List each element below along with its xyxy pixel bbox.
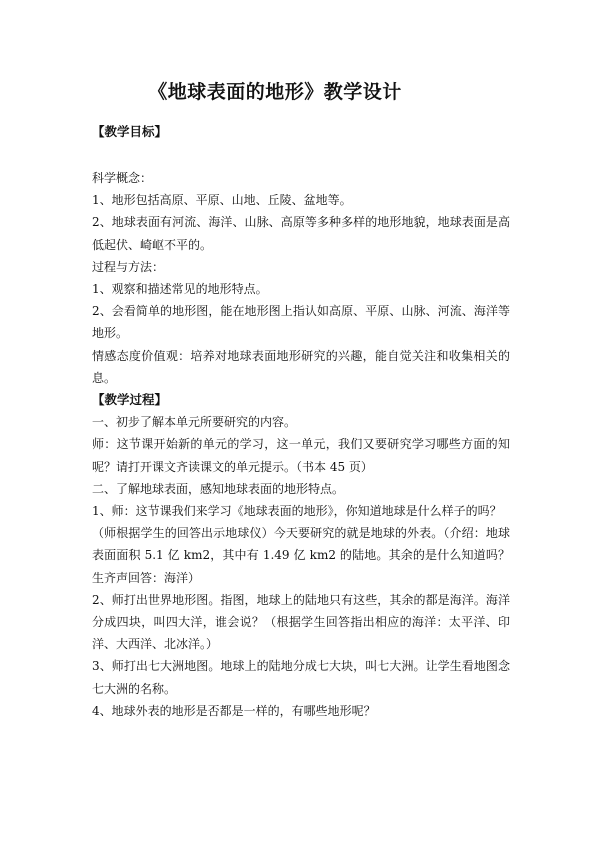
- text-line: 分成四块，叫四大洋，谁会说？（根据学生回答指出相应的海洋：太平洋、印: [92, 614, 510, 629]
- text-line: （师根据学生的回答出示地球仪）今天要研究的就是地球的外表。（介绍：地球: [92, 526, 510, 541]
- text-line: 低起伏、崎岖不平的。: [92, 237, 213, 252]
- text-line: 师：这节课开始新的单元的学习，这一单元，我们又要研究学习哪些方面的知: [92, 437, 510, 452]
- paragraph: [92, 589, 510, 656]
- text-line: 七大洲的名称。: [92, 681, 177, 696]
- paragraph: [92, 211, 510, 255]
- paragraph: [92, 189, 510, 211]
- section-heading: [92, 389, 510, 411]
- text-line: 二、了解地球表面，感知地球表面的地形特点。: [92, 481, 345, 496]
- text-line: 呢？请打开课文齐读课文的单元提示。（书本 45 页）: [92, 459, 373, 474]
- paragraph: [92, 411, 510, 433]
- text-line: 2、师打出世界地形图。指图，地球上的陆地只有这些，其余的都是海洋。海洋: [92, 592, 510, 607]
- text-line: 4、地球外表的地形是否都是一样的，有哪些地形呢？: [92, 703, 376, 718]
- paragraph: [92, 167, 510, 189]
- text-line: 洋、大西洋、北冰洋。）: [92, 637, 219, 652]
- paragraph: [92, 700, 510, 722]
- text-line: 2、会看简单的地形图，能在地形图上指认如高原、平原、山脉、河流、海洋等: [92, 304, 510, 319]
- paragraph: [92, 433, 510, 477]
- text-line: 2、地球表面有河流、海洋、山脉、高原等多种多样的地形地貌，地球表面是高: [92, 215, 510, 230]
- paragraph: [92, 655, 510, 699]
- text-line: 1、地形包括高原、平原、山地、丘陵、盆地等。: [92, 193, 352, 208]
- document-title: 《地球表面的地形》教学设计: [148, 81, 402, 103]
- text-line: 【教学过程】: [92, 391, 168, 407]
- text-line: 情感态度价值观：培养对地球表面地形研究的兴趣，能自觉关注和收集相关的: [92, 348, 510, 363]
- text-line: 科学概念：: [92, 171, 153, 185]
- document-body: [92, 167, 510, 722]
- text-line: 1、观察和描述常见的地形特点。: [92, 282, 268, 296]
- paragraph: [92, 300, 510, 344]
- text-line: 生齐声回答：海洋）: [92, 570, 201, 585]
- text-line: 地形。: [92, 326, 129, 341]
- paragraph: [92, 500, 510, 522]
- text-line: 3、师打出七大洲地图。地球上的陆地分成七大块，叫七大洲。让学生看地图念: [92, 659, 510, 674]
- paragraph: [92, 522, 510, 589]
- paragraph: [92, 256, 510, 278]
- text-line: 过程与方法：: [92, 259, 165, 274]
- paragraph: [92, 345, 510, 389]
- text-line: 表面面积 5.1 亿 km2，其中有 1.49 亿 km2 的陆地。其余的是什么知道吗？: [92, 548, 510, 563]
- section-heading-teaching-goals: 【教学目标】: [92, 124, 168, 139]
- text-line: 息。: [92, 370, 117, 385]
- text-line: 一、初步了解本单元所要研究的内容。: [92, 415, 297, 430]
- text-line: 1、师：这节课我们来学习《地球表面的地形》，你知道地球是什么样子的吗？: [92, 503, 502, 518]
- paragraph: [92, 278, 510, 300]
- paragraph: [92, 478, 510, 500]
